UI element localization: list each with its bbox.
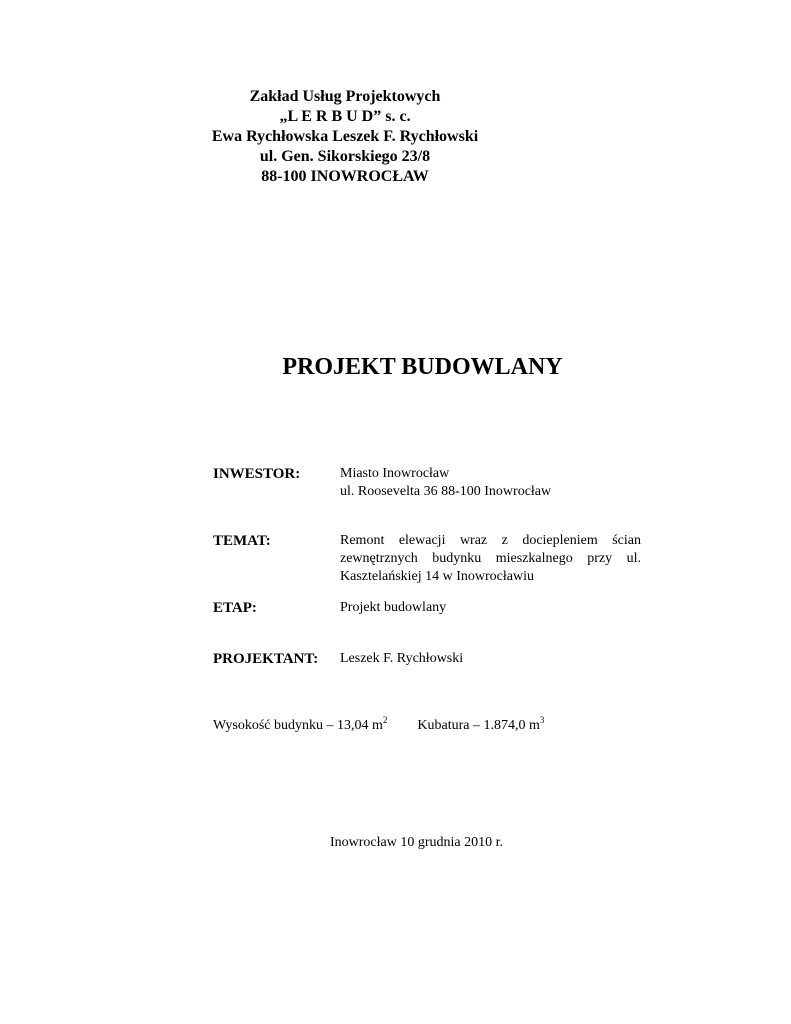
topic-line-1: Remont elewacji wraz z dociepleniem ścian	[340, 533, 641, 548]
company-owners: Ewa Rychłowska Leszek F. Rychłowski	[211, 128, 479, 145]
building-height: Wysokość budynku – 13,04 m	[213, 718, 383, 733]
building-stats	[213, 717, 544, 735]
building-volume-unit-exponent: 3	[539, 715, 545, 725]
topic-label: TEMAT:	[213, 533, 271, 549]
stage-label: ETAP:	[213, 600, 257, 616]
topic-value	[340, 532, 641, 586]
document-title: PROJEKT BUDOWLANY	[282, 354, 563, 380]
building-volume: Kubatura – 1.874,0 m	[417, 718, 540, 733]
investor-value	[340, 465, 641, 501]
investor-label: INWESTOR:	[213, 466, 301, 482]
topic-line-3: Kasztelańskiej 14 w Inowrocławiu	[340, 569, 534, 584]
company-name: Zakład Usług Projektowych	[249, 88, 441, 105]
stage-value: Projekt budowlany	[340, 600, 447, 615]
company-brand: „L E R B U D” s. c.	[279, 108, 411, 125]
topic-line-2: zewnętrznych budynku mieszkalnego przy ul.	[340, 551, 641, 566]
designer-value: Leszek F. Rychłowski	[340, 651, 464, 666]
designer-label: PROJEKTANT:	[213, 651, 319, 667]
company-header	[150, 87, 540, 187]
company-city: 88-100 INOWROCŁAW	[261, 168, 429, 185]
company-street: ul. Gen. Sikorskiego 23/8	[259, 148, 431, 165]
place-and-date: Inowrocław 10 grudnia 2010 r.	[330, 835, 504, 850]
investor-address: ul. Roosevelta 36 88-100 Inowrocław	[340, 484, 552, 499]
investor-name: Miasto Inowrocław	[340, 466, 450, 481]
building-height-unit-exponent: 2	[382, 715, 388, 725]
